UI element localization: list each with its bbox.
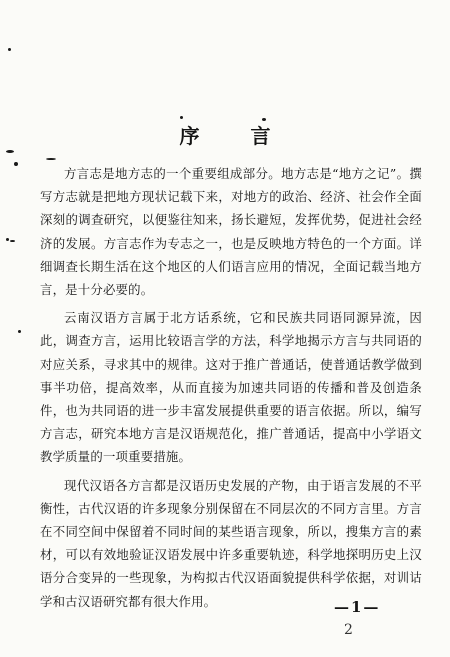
handwritten-mark: 2 [344,622,353,638]
paragraph-2: 云南汉语方言属于北方话系统，它和民族共同语同源异流，因此，调查方言，运用比较语言学的方法，科学地揭示方言与共同语的对应关系，寻求其中的规律。这对于推广普通话，使普通话教学做到事半功倍，提高效率，从而直接为加速共同语的传播和普及创造条件，也为共同语的进一步丰富发展提供重要的语言依据。所以，编写方言志，研究本地方言是汉语规范化，推广普通话，提高中小学语文教学质量的一项重要措施。 [40,310,422,465]
scan-speck [180,116,183,119]
scan-speck [14,162,18,166]
page-title: 序 言 [179,124,293,148]
paragraph-3: 现代汉语各方言都是汉语历史发展的产物，由于语言发展的不平衡性，古代汉语的许多现象分别保留在不同层次的不同方言里。方言在不同空间中保留着不同时间的某些语言现象，所以，搜集方言的素材，可以有效地验证汉语发展中许多重要轨迹，科学地探明历史上汉语分合变异的一些现象，为构拟古代汉语面貌提供科学依据，对训诂学和古汉语研究都有很大作用。 [40,477,422,609]
scan-speck [18,330,21,333]
scan-speck [46,158,56,160]
scan-speck [6,150,14,153]
page-number: —1— [334,598,381,616]
scan-speck [6,238,9,241]
paragraph-1: 方言志是地方志的一个重要组成部分。地方志是“地方之记”。撰写方志就是把地方现状记载下来，对地方的政治、经济、社会作全面深刻的调查研究，以便鉴往知来，扬长避短，发挥优势，促进社会经济的发展。方言志作为专志之一，也是反映地方特色的一个方面。详细调查长期生活在这个地区的人们语言应用的情况，全面记载当地方言，是十分必要的。 [40,166,422,298]
body-text [40,162,422,618]
scan-speck [10,240,15,242]
scan-speck [8,48,11,51]
